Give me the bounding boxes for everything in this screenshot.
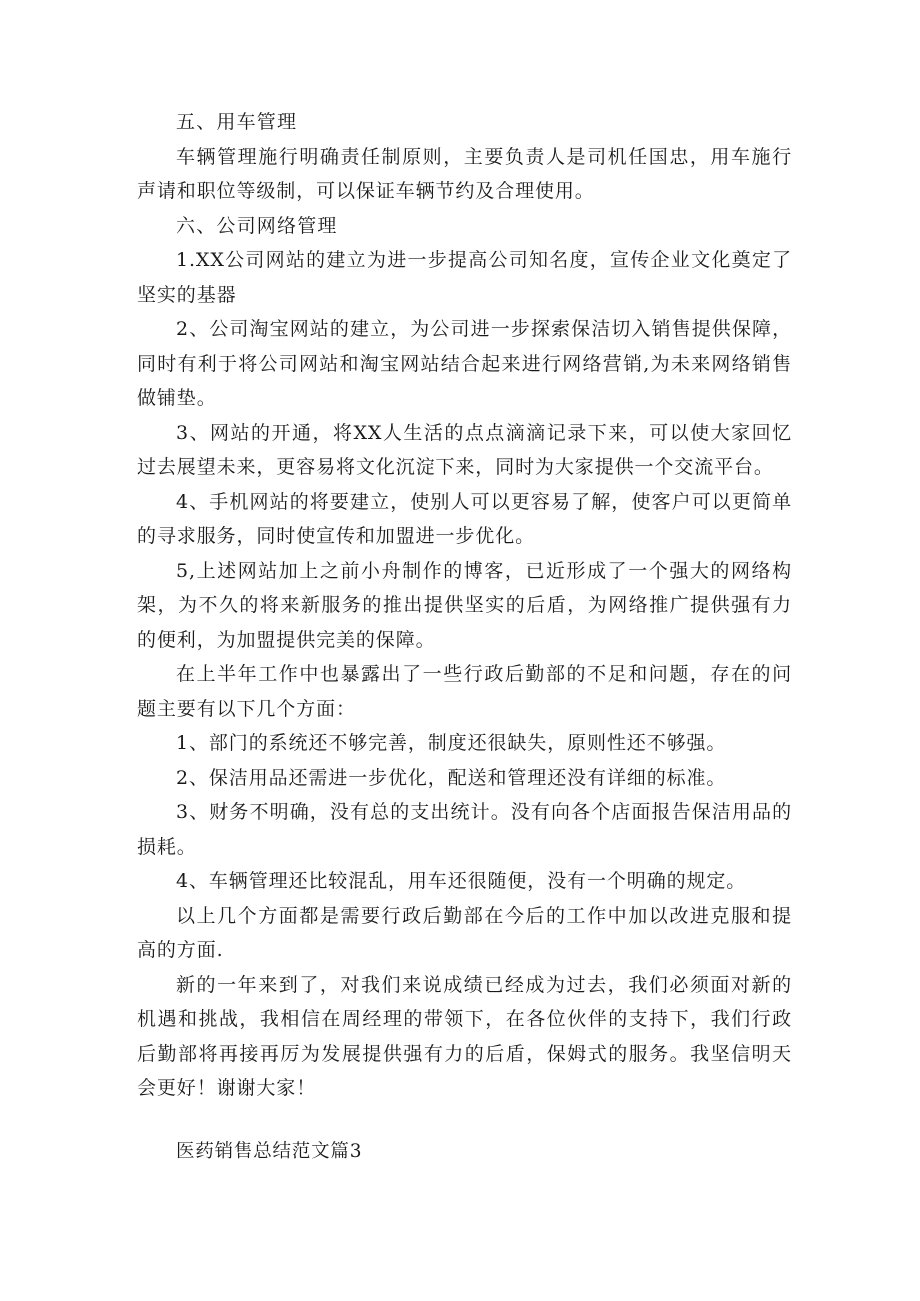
list-item-problem-finance: 3、财务不明确，没有总的支出统计。没有向各个店面报告保洁用品的损耗。 xyxy=(137,801,792,858)
paragraph-problems-intro: 在上半年工作中也暴露出了一些行政后勤部的不足和问题，存在的问题主要有以下几个方面： xyxy=(137,663,792,720)
paragraph-closing-remarks: 新的一年来到了，对我们来说成绩已经成为过去，我们必须面对新的机遇和挑战，我相信在周经理的带领下，在各位伙伴的支持下，我们行政后勤部将再接再厉为发展提供强有力的后盾，保姆式的服务。我坚信明天会更好！谢谢大家！ xyxy=(137,973,792,1099)
section-heading-network-management: 六、公司网络管理 xyxy=(176,214,338,237)
list-item-problem-system: 1、部门的系统还不够完善，制度还很缺失，原则性还不够强。 xyxy=(176,732,727,754)
list-item-website-launch: 3、网站的开通，将XX人生活的点点滴滴记录下来，可以使大家回忆过去展望未来，更容易将文化沉淀下来，同时为大家提供一个交流平台。 xyxy=(137,421,792,478)
list-item-company-website: 1.XX公司网站的建立为进一步提高公司知名度，宣传企业文化奠定了坚实的基器 xyxy=(137,249,792,306)
list-item-mobile-website: 4、手机网站的将要建立，使别人可以更容易了解，使客户可以更简单的寻求服务，同时使宣传和加盟进一步优化。 xyxy=(137,490,792,547)
section-heading-vehicle-management: 五、用车管理 xyxy=(176,111,298,133)
document-body xyxy=(137,105,792,1106)
paragraph-improvement-summary: 以上几个方面都是需要行政后勤部在今后的工作中加以改进克服和提高的方面. xyxy=(137,904,792,961)
paragraph-vehicle-policy: 车辆管理施行明确责任制原则，主要负责人是司机任国忠，用车施行声请和职位等级制，可以保证车辆节约及合理使用。 xyxy=(137,145,792,202)
list-item-problem-vehicles: 4、车辆管理还比较混乱，用车还很随便，没有一个明确的规定。 xyxy=(176,870,747,892)
next-article-title: 医药销售总结范文篇3 xyxy=(176,1141,363,1162)
list-item-taobao-website: 2、公司淘宝网站的建立，为公司进一步探索保洁切入销售提供保障，同时有利于将公司网站和淘宝网站结合起来进行网络营销,为未来网络销售做铺垫。 xyxy=(137,318,792,409)
list-item-network-architecture: 5,上述网站加上之前小舟制作的博客，已近形成了一个强大的网络构架，为不久的将来新服务的推出提供坚实的后盾，为网络推广提供强有力的便利，为加盟提供完美的保障。 xyxy=(137,559,792,651)
list-item-problem-cleaning-supplies: 2、保洁用品还需进一步优化，配送和管理还没有详细的标准。 xyxy=(176,766,727,789)
